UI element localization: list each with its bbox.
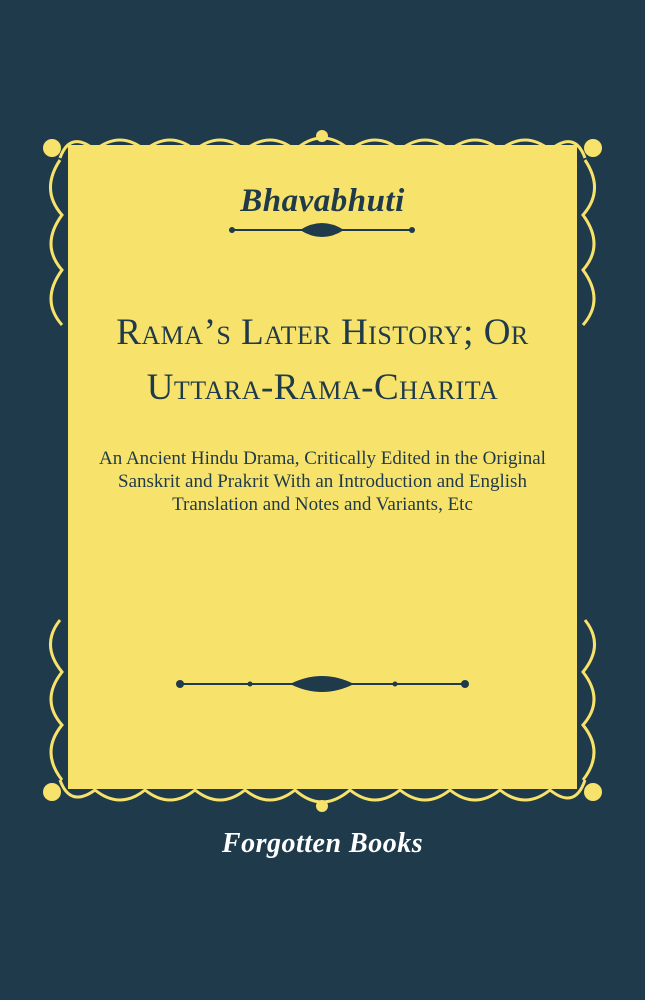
title-line: Rama’s Later History; Or bbox=[116, 312, 529, 353]
author-name: Bhavabhuti bbox=[240, 183, 405, 219]
title-line: Uttara-Rama-Charita bbox=[146, 367, 499, 408]
book-subtitle: An Ancient Hindu Drama, Critically Edited in the Original Sanskrit and Prakrit With an Introduction and English Translation and Notes and Variants, Etc bbox=[99, 448, 546, 515]
book-title bbox=[0, 305, 645, 415]
publisher-logo: Forgotten Books bbox=[221, 828, 424, 859]
